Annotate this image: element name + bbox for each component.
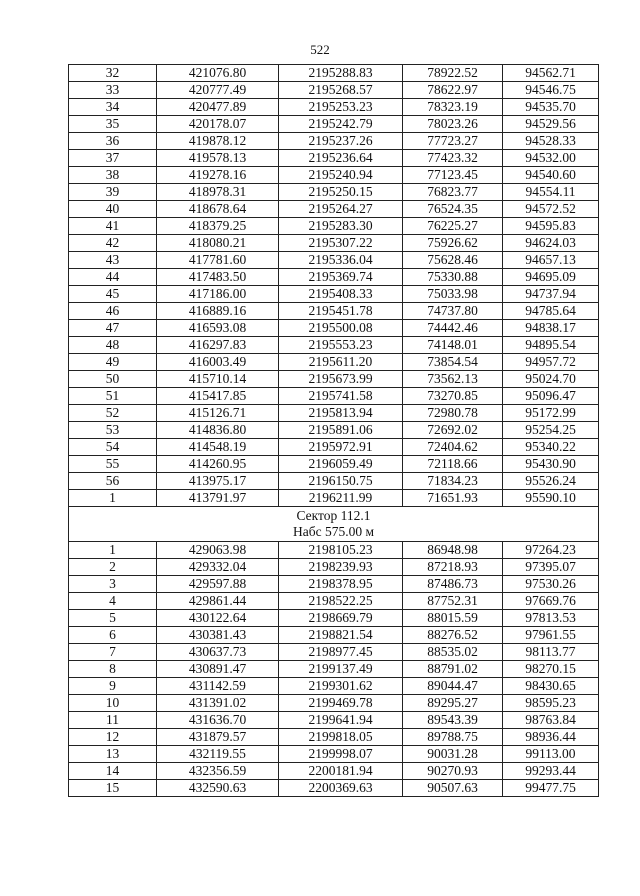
cell-coord-local-y: 95430.90 — [503, 456, 599, 473]
cell-coord-x: 419278.16 — [157, 167, 279, 184]
cell-coord-y: 2195451.78 — [279, 303, 403, 320]
cell-coord-y: 2198821.54 — [279, 627, 403, 644]
cell-coord-x: 418678.64 — [157, 201, 279, 218]
table-row — [69, 354, 599, 371]
cell-coord-local-y: 94895.54 — [503, 337, 599, 354]
cell-point-number: 2 — [69, 559, 157, 576]
cell-coord-y: 2199998.07 — [279, 746, 403, 763]
cell-coord-local-y: 94529.56 — [503, 116, 599, 133]
cell-point-number: 52 — [69, 405, 157, 422]
cell-coord-y: 2195369.74 — [279, 269, 403, 286]
cell-coord-local-y: 98936.44 — [503, 729, 599, 746]
cell-point-number: 41 — [69, 218, 157, 235]
cell-coord-x: 418080.21 — [157, 235, 279, 252]
cell-coord-local-y: 98113.77 — [503, 644, 599, 661]
cell-coord-y: 2199641.94 — [279, 712, 403, 729]
cell-coord-local-x: 73562.13 — [403, 371, 503, 388]
cell-coord-local-x: 76823.77 — [403, 184, 503, 201]
cell-coord-local-x: 88015.59 — [403, 610, 503, 627]
cell-coord-local-y: 98430.65 — [503, 678, 599, 695]
cell-coord-y: 2195336.04 — [279, 252, 403, 269]
cell-point-number: 40 — [69, 201, 157, 218]
cell-coord-y: 2198669.79 — [279, 610, 403, 627]
cell-coord-local-x: 89044.47 — [403, 678, 503, 695]
cell-point-number: 9 — [69, 678, 157, 695]
table-row — [69, 150, 599, 167]
cell-coord-local-y: 97530.26 — [503, 576, 599, 593]
cell-coord-local-x: 71651.93 — [403, 490, 503, 507]
cell-coord-local-y: 95340.22 — [503, 439, 599, 456]
cell-point-number: 32 — [69, 65, 157, 82]
cell-coord-y: 2196211.99 — [279, 490, 403, 507]
cell-coord-local-x: 73854.54 — [403, 354, 503, 371]
cell-coord-local-y: 94540.60 — [503, 167, 599, 184]
cell-point-number: 43 — [69, 252, 157, 269]
cell-coord-x: 414260.95 — [157, 456, 279, 473]
cell-coord-local-x: 72404.62 — [403, 439, 503, 456]
cell-coord-local-x: 78922.52 — [403, 65, 503, 82]
cell-coord-local-y: 99113.00 — [503, 746, 599, 763]
cell-coord-y: 2195268.57 — [279, 82, 403, 99]
cell-coord-local-y: 95590.10 — [503, 490, 599, 507]
cell-coord-y: 2195307.22 — [279, 235, 403, 252]
cell-coord-local-y: 97669.76 — [503, 593, 599, 610]
cell-coord-y: 2198977.45 — [279, 644, 403, 661]
cell-coord-y: 2198239.93 — [279, 559, 403, 576]
cell-point-number: 50 — [69, 371, 157, 388]
table-row — [69, 780, 599, 797]
cell-coord-x: 429597.88 — [157, 576, 279, 593]
cell-coord-x: 429861.44 — [157, 593, 279, 610]
cell-coord-local-x: 75926.62 — [403, 235, 503, 252]
cell-coord-local-x: 87486.73 — [403, 576, 503, 593]
cell-coord-local-y: 94532.00 — [503, 150, 599, 167]
cell-coord-local-x: 78622.97 — [403, 82, 503, 99]
cell-coord-x: 432590.63 — [157, 780, 279, 797]
cell-coord-y: 2200369.63 — [279, 780, 403, 797]
cell-coord-y: 2195288.83 — [279, 65, 403, 82]
cell-coord-local-x: 77423.32 — [403, 150, 503, 167]
cell-coord-y: 2198378.95 — [279, 576, 403, 593]
cell-coord-local-y: 99293.44 — [503, 763, 599, 780]
cell-point-number: 51 — [69, 388, 157, 405]
cell-coord-x: 416593.08 — [157, 320, 279, 337]
table-row — [69, 746, 599, 763]
table-row — [69, 473, 599, 490]
cell-point-number: 35 — [69, 116, 157, 133]
cell-point-number: 6 — [69, 627, 157, 644]
cell-coord-local-x: 73270.85 — [403, 388, 503, 405]
cell-point-number: 56 — [69, 473, 157, 490]
cell-coord-y: 2195611.20 — [279, 354, 403, 371]
cell-coord-y: 2196150.75 — [279, 473, 403, 490]
cell-coord-local-y: 98763.84 — [503, 712, 599, 729]
cell-coord-local-y: 97961.55 — [503, 627, 599, 644]
cell-coord-x: 413791.97 — [157, 490, 279, 507]
cell-coord-local-x: 76225.27 — [403, 218, 503, 235]
cell-coord-x: 419878.12 — [157, 133, 279, 150]
table-row — [69, 627, 599, 644]
cell-point-number: 1 — [69, 542, 157, 559]
table-row — [69, 371, 599, 388]
cell-coord-local-y: 94657.13 — [503, 252, 599, 269]
cell-point-number: 54 — [69, 439, 157, 456]
table-row — [69, 490, 599, 507]
cell-coord-local-y: 95172.99 — [503, 405, 599, 422]
page-number: 522 — [310, 42, 330, 57]
cell-coord-x: 416003.49 — [157, 354, 279, 371]
cell-coord-local-y: 94535.70 — [503, 99, 599, 116]
cell-coord-local-y: 94695.09 — [503, 269, 599, 286]
cell-coord-local-y: 97264.23 — [503, 542, 599, 559]
cell-coord-y: 2200181.94 — [279, 763, 403, 780]
cell-coord-local-x: 72118.66 — [403, 456, 503, 473]
cell-point-number: 44 — [69, 269, 157, 286]
cell-point-number: 34 — [69, 99, 157, 116]
cell-point-number: 55 — [69, 456, 157, 473]
cell-coord-local-y: 94528.33 — [503, 133, 599, 150]
cell-coord-y: 2195553.23 — [279, 337, 403, 354]
cell-coord-local-y: 97813.53 — [503, 610, 599, 627]
cell-coord-y: 2198105.23 — [279, 542, 403, 559]
table-row — [69, 610, 599, 627]
cell-point-number: 10 — [69, 695, 157, 712]
cell-point-number: 33 — [69, 82, 157, 99]
table-row — [69, 235, 599, 252]
cell-coord-y: 2195500.08 — [279, 320, 403, 337]
table-row — [69, 269, 599, 286]
cell-point-number: 42 — [69, 235, 157, 252]
table-row — [69, 303, 599, 320]
cell-coord-y: 2196059.49 — [279, 456, 403, 473]
table-row — [69, 388, 599, 405]
cell-point-number: 36 — [69, 133, 157, 150]
cell-point-number: 38 — [69, 167, 157, 184]
cell-coord-x: 416889.16 — [157, 303, 279, 320]
cell-coord-x: 419578.13 — [157, 150, 279, 167]
cell-coord-local-x: 90031.28 — [403, 746, 503, 763]
table-row — [69, 729, 599, 746]
section-subtitle: Набс 575.00 м — [292, 524, 375, 539]
table-row — [69, 218, 599, 235]
cell-coord-local-y: 99477.75 — [503, 780, 599, 797]
cell-coord-local-x: 75628.46 — [403, 252, 503, 269]
cell-coord-local-x: 78023.26 — [403, 116, 503, 133]
cell-coord-x: 414548.19 — [157, 439, 279, 456]
cell-coord-local-y: 94785.64 — [503, 303, 599, 320]
cell-point-number: 48 — [69, 337, 157, 354]
cell-coord-local-y: 95024.70 — [503, 371, 599, 388]
cell-coord-x: 431142.59 — [157, 678, 279, 695]
cell-coord-local-x: 88276.52 — [403, 627, 503, 644]
cell-point-number: 12 — [69, 729, 157, 746]
cell-coord-x: 430381.43 — [157, 627, 279, 644]
cell-coord-local-x: 90270.93 — [403, 763, 503, 780]
table-row — [69, 661, 599, 678]
cell-coord-local-x: 71834.23 — [403, 473, 503, 490]
cell-point-number: 53 — [69, 422, 157, 439]
cell-point-number: 15 — [69, 780, 157, 797]
cell-coord-x: 417781.60 — [157, 252, 279, 269]
cell-coord-y: 2195741.58 — [279, 388, 403, 405]
cell-point-number: 47 — [69, 320, 157, 337]
table-row — [69, 439, 599, 456]
cell-coord-y: 2195408.33 — [279, 286, 403, 303]
cell-coord-local-y: 94737.94 — [503, 286, 599, 303]
table-row — [69, 116, 599, 133]
cell-coord-x: 415126.71 — [157, 405, 279, 422]
cell-coord-local-x: 72692.02 — [403, 422, 503, 439]
cell-coord-x: 420178.07 — [157, 116, 279, 133]
table-body-bottom — [69, 542, 599, 797]
cell-coord-local-y: 94554.11 — [503, 184, 599, 201]
cell-coord-local-x: 89295.27 — [403, 695, 503, 712]
cell-coord-x: 430637.73 — [157, 644, 279, 661]
cell-coord-local-x: 89543.39 — [403, 712, 503, 729]
cell-point-number: 4 — [69, 593, 157, 610]
cell-coord-local-x: 78323.19 — [403, 99, 503, 116]
table-row — [69, 201, 599, 218]
cell-coord-x: 429063.98 — [157, 542, 279, 559]
cell-coord-local-y: 98595.23 — [503, 695, 599, 712]
cell-coord-x: 414836.80 — [157, 422, 279, 439]
cell-coord-local-x: 74148.01 — [403, 337, 503, 354]
table-row — [69, 678, 599, 695]
cell-coord-x: 421076.80 — [157, 65, 279, 82]
cell-coord-y: 2195972.91 — [279, 439, 403, 456]
cell-coord-x: 429332.04 — [157, 559, 279, 576]
table-row — [69, 99, 599, 116]
cell-coord-x: 432356.59 — [157, 763, 279, 780]
table-row — [69, 422, 599, 439]
cell-coord-local-x: 88791.02 — [403, 661, 503, 678]
cell-coord-local-x: 87752.31 — [403, 593, 503, 610]
table-row — [69, 763, 599, 780]
cell-coord-local-y: 98270.15 — [503, 661, 599, 678]
cell-coord-x: 415710.14 — [157, 371, 279, 388]
cell-coord-local-y: 94957.72 — [503, 354, 599, 371]
cell-coord-x: 415417.85 — [157, 388, 279, 405]
table-row — [69, 184, 599, 201]
cell-coord-x: 430122.64 — [157, 610, 279, 627]
cell-coord-x: 413975.17 — [157, 473, 279, 490]
cell-coord-y: 2198522.25 — [279, 593, 403, 610]
cell-coord-local-x: 77723.27 — [403, 133, 503, 150]
table-row — [69, 65, 599, 82]
cell-coord-x: 418379.25 — [157, 218, 279, 235]
table-row — [69, 542, 599, 559]
cell-coord-local-x: 87218.93 — [403, 559, 503, 576]
cell-coord-local-x: 75033.98 — [403, 286, 503, 303]
cell-point-number: 1 — [69, 490, 157, 507]
section-header-body — [69, 507, 599, 542]
cell-coord-local-y: 94572.52 — [503, 201, 599, 218]
cell-coord-y: 2195264.27 — [279, 201, 403, 218]
cell-point-number: 11 — [69, 712, 157, 729]
cell-coord-local-x: 88535.02 — [403, 644, 503, 661]
cell-point-number: 46 — [69, 303, 157, 320]
cell-point-number: 39 — [69, 184, 157, 201]
table-body-top — [69, 65, 599, 507]
cell-point-number: 7 — [69, 644, 157, 661]
cell-coord-y: 2199137.49 — [279, 661, 403, 678]
cell-coord-y: 2195240.94 — [279, 167, 403, 184]
table-row — [69, 286, 599, 303]
cell-coord-x: 416297.83 — [157, 337, 279, 354]
table-row — [69, 456, 599, 473]
cell-coord-x: 431636.70 — [157, 712, 279, 729]
cell-coord-local-y: 94562.71 — [503, 65, 599, 82]
cell-coord-local-y: 94595.83 — [503, 218, 599, 235]
cell-coord-x: 420477.89 — [157, 99, 279, 116]
cell-coord-y: 2195283.30 — [279, 218, 403, 235]
cell-coord-x: 418978.31 — [157, 184, 279, 201]
table-row — [69, 576, 599, 593]
cell-coord-y: 2199301.62 — [279, 678, 403, 695]
cell-coord-local-x: 75330.88 — [403, 269, 503, 286]
table-row — [69, 712, 599, 729]
table-row — [69, 133, 599, 150]
cell-coord-local-x: 74442.46 — [403, 320, 503, 337]
cell-coord-y: 2195813.94 — [279, 405, 403, 422]
cell-coord-x: 431391.02 — [157, 695, 279, 712]
cell-coord-y: 2195673.99 — [279, 371, 403, 388]
cell-coord-x: 420777.49 — [157, 82, 279, 99]
cell-point-number: 13 — [69, 746, 157, 763]
cell-point-number: 37 — [69, 150, 157, 167]
cell-coord-x: 430891.47 — [157, 661, 279, 678]
cell-point-number: 5 — [69, 610, 157, 627]
cell-coord-y: 2195242.79 — [279, 116, 403, 133]
cell-coord-local-x: 76524.35 — [403, 201, 503, 218]
cell-coord-local-y: 95096.47 — [503, 388, 599, 405]
table-row — [69, 252, 599, 269]
cell-coord-local-x: 74737.80 — [403, 303, 503, 320]
cell-coord-y: 2195891.06 — [279, 422, 403, 439]
cell-coord-local-y: 94838.17 — [503, 320, 599, 337]
cell-coord-y: 2195253.23 — [279, 99, 403, 116]
cell-coord-x: 432119.55 — [157, 746, 279, 763]
table-row — [69, 405, 599, 422]
cell-coord-y: 2195250.15 — [279, 184, 403, 201]
table-row — [69, 320, 599, 337]
cell-point-number: 45 — [69, 286, 157, 303]
cell-coord-x: 431879.57 — [157, 729, 279, 746]
cell-coord-y: 2199818.05 — [279, 729, 403, 746]
cell-coord-local-x: 72980.78 — [403, 405, 503, 422]
table-row — [69, 559, 599, 576]
cell-coord-y: 2199469.78 — [279, 695, 403, 712]
cell-coord-local-y: 94546.75 — [503, 82, 599, 99]
cell-coord-local-x: 86948.98 — [403, 542, 503, 559]
section-header-cell — [69, 507, 599, 542]
table-row — [69, 82, 599, 99]
section-title: Сектор 112.1 — [296, 508, 371, 523]
section-header-row — [69, 507, 599, 542]
cell-point-number: 14 — [69, 763, 157, 780]
cell-point-number: 3 — [69, 576, 157, 593]
cell-coord-local-y: 95526.24 — [503, 473, 599, 490]
table-row — [69, 593, 599, 610]
cell-point-number: 8 — [69, 661, 157, 678]
cell-coord-local-x: 90507.63 — [403, 780, 503, 797]
cell-coord-local-y: 97395.07 — [503, 559, 599, 576]
cell-coord-local-x: 77123.45 — [403, 167, 503, 184]
cell-coord-x: 417186.00 — [157, 286, 279, 303]
cell-coord-y: 2195236.64 — [279, 150, 403, 167]
table-row — [69, 167, 599, 184]
table-row — [69, 695, 599, 712]
cell-coord-local-y: 95254.25 — [503, 422, 599, 439]
table-row — [69, 337, 599, 354]
cell-coord-x: 417483.50 — [157, 269, 279, 286]
table-row — [69, 644, 599, 661]
cell-coord-y: 2195237.26 — [279, 133, 403, 150]
coordinates-table — [68, 64, 599, 797]
cell-coord-local-y: 94624.03 — [503, 235, 599, 252]
cell-coord-local-x: 89788.75 — [403, 729, 503, 746]
cell-point-number: 49 — [69, 354, 157, 371]
